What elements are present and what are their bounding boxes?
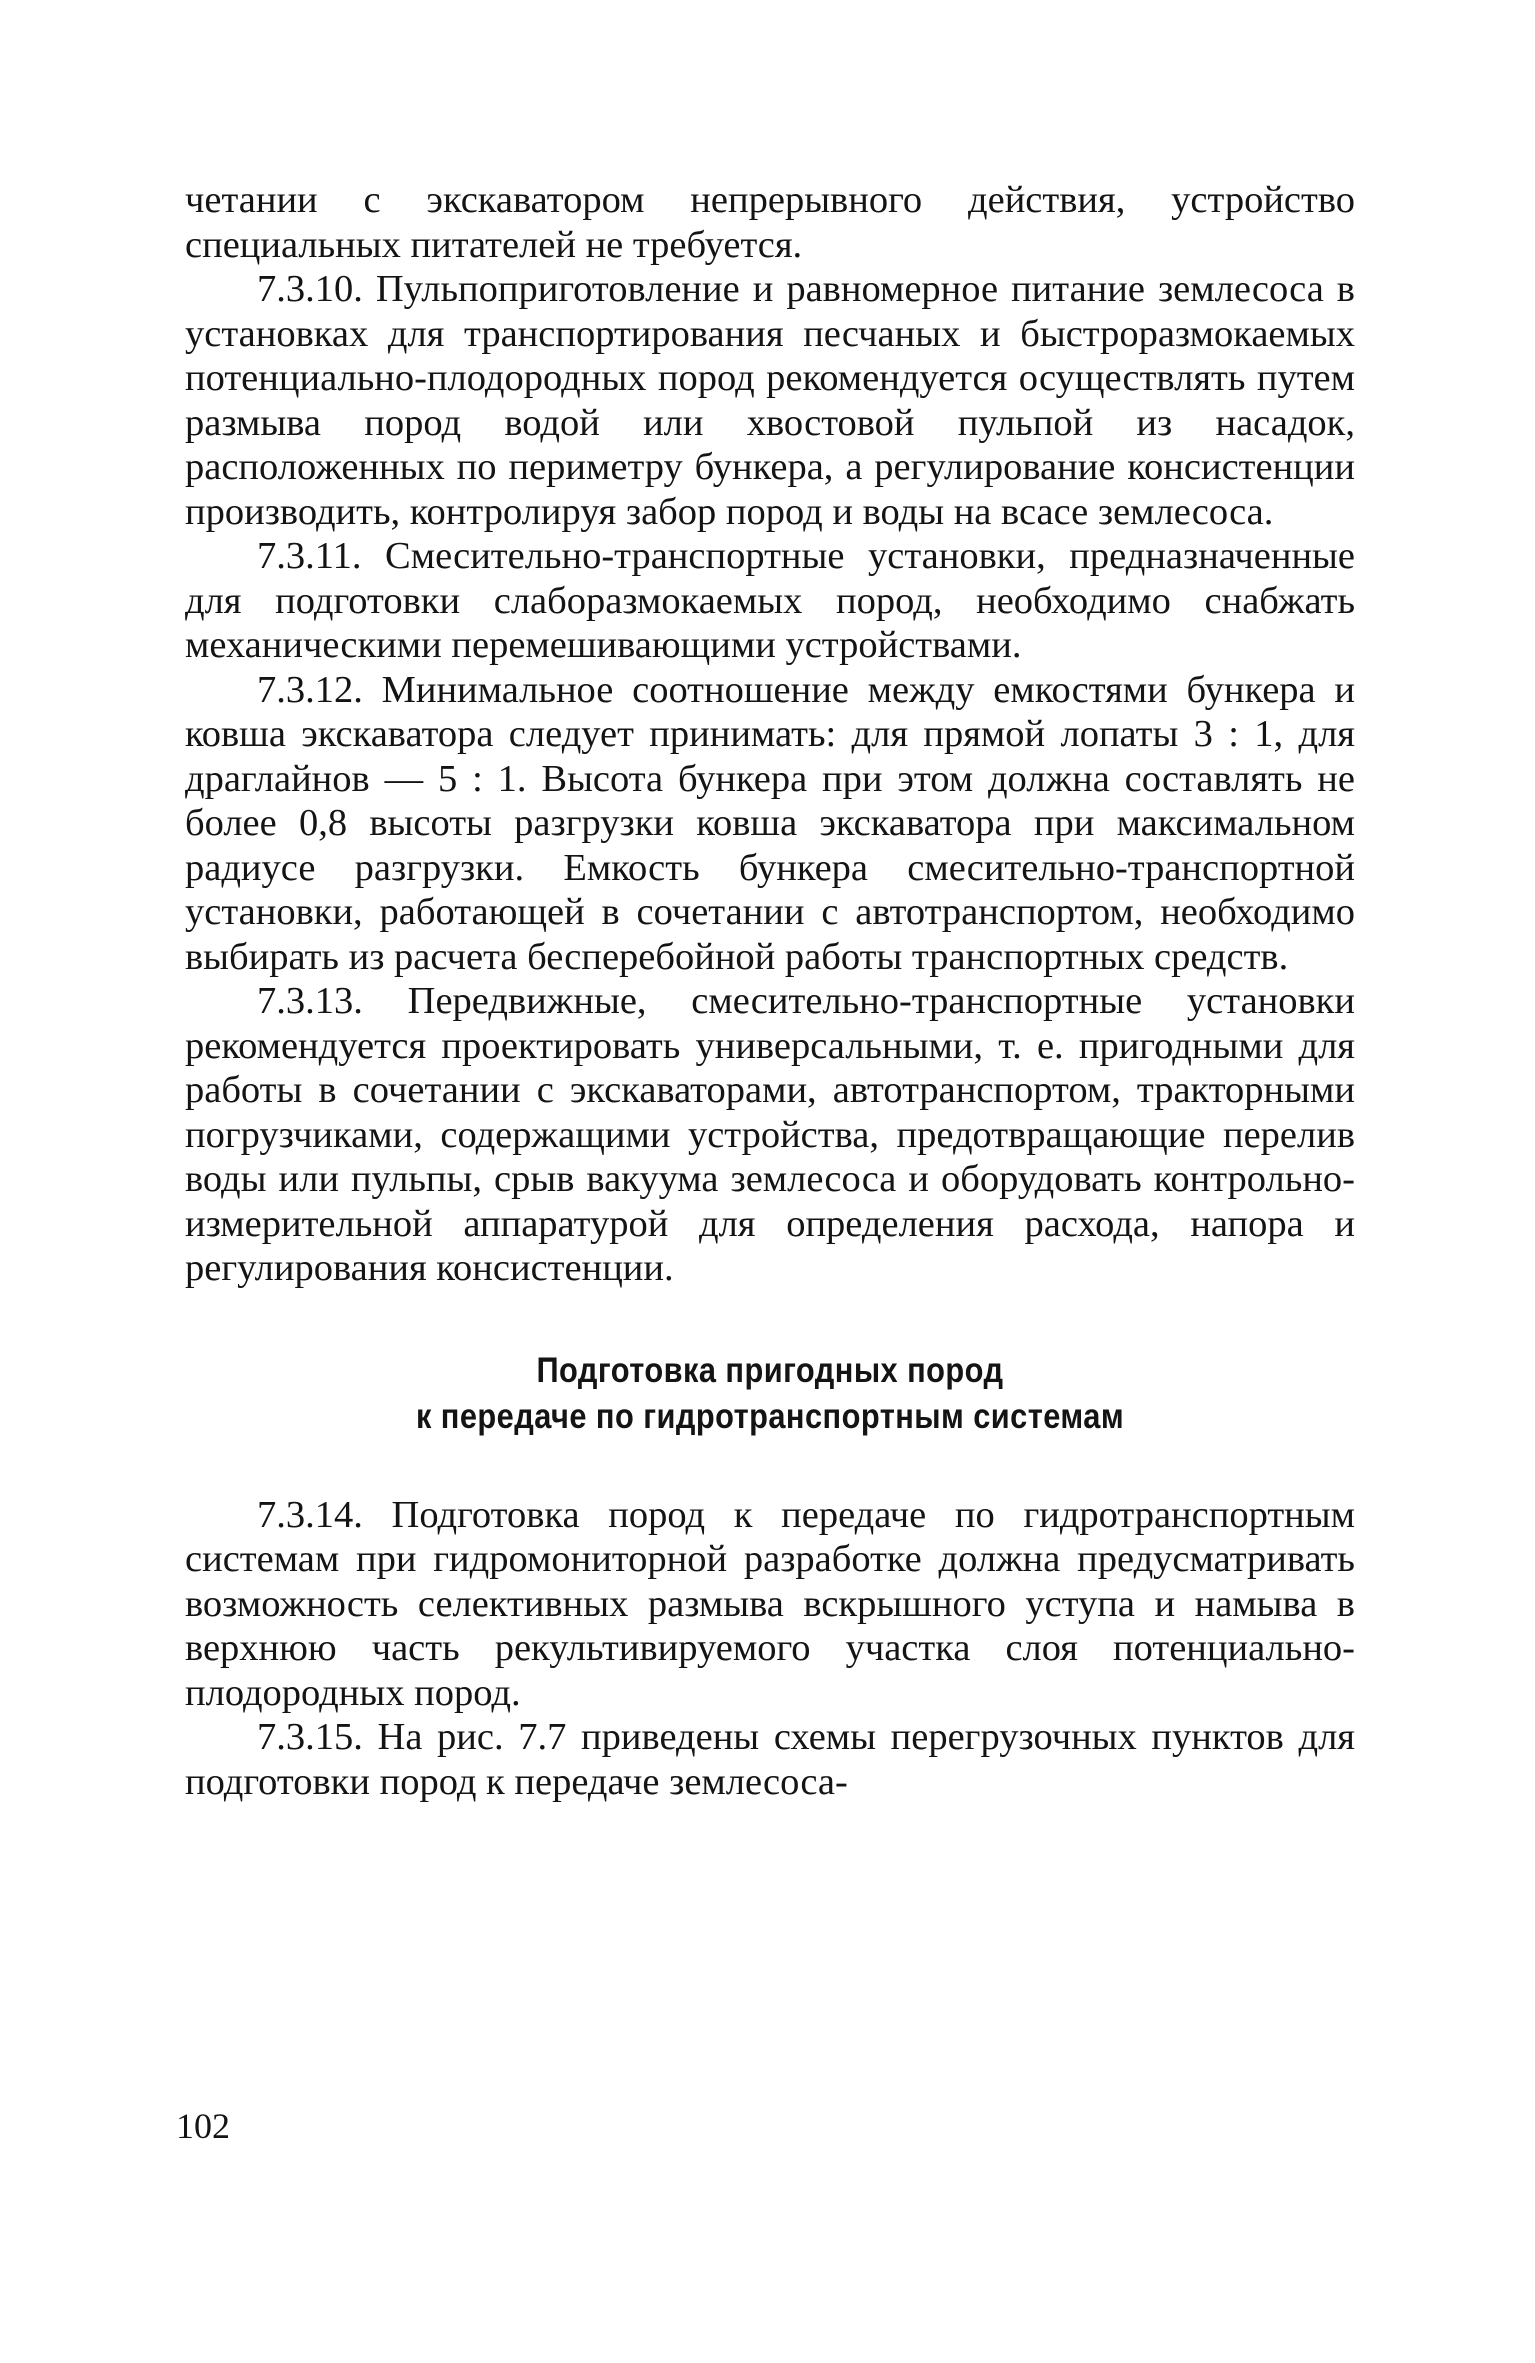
- paragraph-7-3-12: 7.3.12. Минимальное соотношение между емкостями бункера и ковша экскаватора следует принимать: для прямой лопаты 3 : 1, для драглайнов — 5 : 1. Высота бункера при этом должна составлять не более 0,8 высоты разгрузки ковша экскаватора при максимальном радиусе разгрузки. Емкость бункера смесительно-транспортной установки, работающей в сочетании с автотранспортом, необходимо выбирать из расчета бесперебойной работы транспортных средств.: [185, 668, 1355, 978]
- paragraph-7-3-15: 7.3.15. На рис. 7.7 приведены схемы перегрузочных пунктов для подготовки пород к передаче землесоса-: [185, 1716, 1355, 1803]
- paragraph-7-3-14: 7.3.14. Подготовка пород к передаче по гидротранспортным системам при гидромониторной разработке должна предусматривать возможность селективных размыва вскрышного уступа и намыва в верхнюю часть рекультивируемого участка слоя потенциально-плодородных пород.: [185, 1493, 1355, 1714]
- paragraph-7-3-10: 7.3.10. Пульпоприготовление и равномерное питание землесоса в установках для транспортирования песчаных и быстроразмокаемых потенциально-плодородных пород рекомендуется осуществлять путем размыва пород водой или хвостовой пульпой из насадок, расположенных по периметру бункера, а регулирование консистенции производить, контролируя забор пород и воды на всасе землесоса.: [185, 268, 1355, 533]
- page-number: 102: [176, 2106, 230, 2146]
- section-heading-line-2: к передаче по гидротранспортным системам: [415, 1396, 1125, 1436]
- page-content: [185, 178, 1355, 1804]
- paragraph-7-3-13: 7.3.13. Передвижные, смесительно-транспортные установки рекомендуется проектировать универсальными, т. е. пригодными для работы в сочетании с экскаваторами, автотранспортом, тракторными погрузчиками, содержащими устройства, предотвращающие перелив воды или пульпы, срыв вакуума землесоса и оборудовать контрольно-измерительной аппаратурой для определения расхода, напора и регулирования консистенции.: [185, 980, 1355, 1289]
- section-heading: [255, 1348, 1285, 1440]
- section-heading-line-1: Подготовка пригодных пород: [536, 1350, 1004, 1390]
- paragraph-continuation: четании с экскаватором непрерывного действия, устройство специальных питателей не требуется.: [185, 179, 1355, 266]
- paragraph-7-3-11: 7.3.11. Смесительно-транспортные установки, предназначенные для подготовки слаборазмокаемых пород, необходимо снабжать механическими перемешивающими устройствами.: [185, 535, 1355, 666]
